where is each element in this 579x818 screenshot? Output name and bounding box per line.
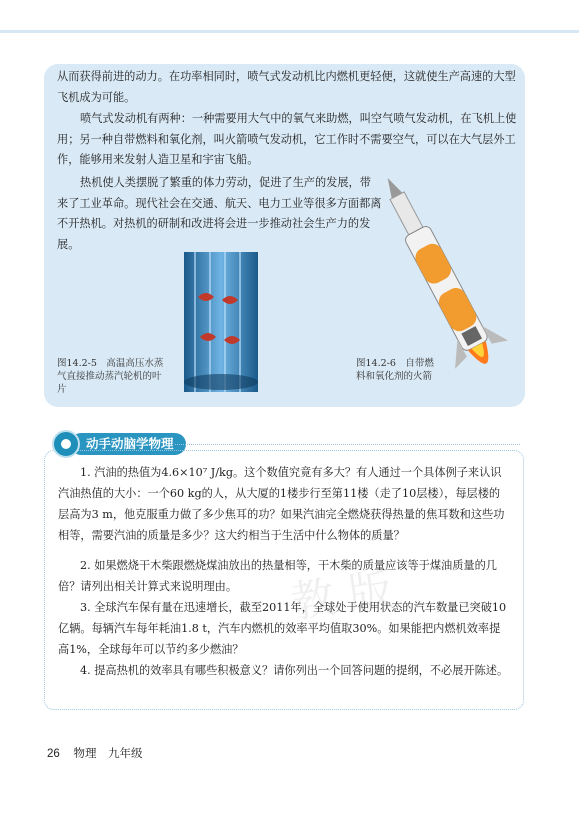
paragraph-jet-engine-power: 从而获得前进的动力。在功率相同时，喷气式发动机比内燃机更轻便，这就使生产高速的大型飞机成为可能。: [57, 70, 516, 104]
exercise-question-1: 1. 汽油的热值为4.6×10⁷ J/kg。这个数值究竟有多大？有人通过一个具体例子来认识汽油热值的大小：一个60 kg的人，从大厦的1楼步行至第11楼（走了10层楼），每层楼的层高为3 m，他克服重力做了多少焦耳的功？如果汽油完全燃烧获得热量的焦耳数和这些功相等，需要汽油的质量是多少？这大约相当于生活中什么物体的质量？: [58, 466, 505, 542]
exercise-question-3: 3. 全球汽车保有量在迅速增长，截至2011年，全球处于使用状态的汽车数量已突破10亿辆。每辆汽车每年耗油1.8 t，汽车内燃机的效率平均值取30%。如果能把内燃机效率提高1%，全球每年可以节约多少燃油？: [58, 601, 507, 656]
page-footer: [47, 745, 142, 761]
steam-turbine-image: [180, 252, 262, 392]
paragraph-jet-engine-types: 喷气式发动机有两种：一种需要用大气中的氧气来助燃，叫空气喷气发动机，在飞机上使用；另一种自带燃料和氧化剂，叫火箭喷气发动机，它工作时不需要空气，可以在大气层外工作，能够用来发射人造卫星和宇宙飞船。: [57, 112, 517, 166]
page-number: 26: [47, 748, 60, 760]
figure-14-2-5-caption: 图14.2-5 高温高压水蒸气直接推动蒸汽轮机的叶片: [57, 358, 164, 395]
section-title: 动手动脑学物理: [70, 433, 186, 455]
reading-panel: [44, 64, 525, 407]
exercise-question-4: 4. 提高热机的效率具有哪些积极意义？请你列出一个回答问题的提纲，不必展开陈述。: [80, 664, 509, 677]
paragraph-heat-engine-impact: 热机使人类摆脱了繁重的体力劳动，促进了生产的发展，带来了工业革命。现代社会在交通、航天、电力工业等很多方面都离不开热机。对热机的研制和改进将会进一步推动社会生产力的发展。: [57, 176, 382, 251]
watermark: 教 版: [287, 564, 396, 629]
section-divider: [175, 444, 520, 445]
top-border: [0, 30, 579, 33]
figure-14-2-6-caption: 图14.2-6 自带燃料和氧化剂的火箭: [356, 358, 434, 382]
target-icon: [52, 430, 80, 458]
exercise-question-2: 2. 如果燃烧干木柴跟燃烧煤油放出的热量相等，干木柴的质量应该等于煤油质量的几倍？请列出相关计算式来说明理由。: [58, 559, 497, 593]
book-title: 物理 九年级: [73, 746, 143, 760]
